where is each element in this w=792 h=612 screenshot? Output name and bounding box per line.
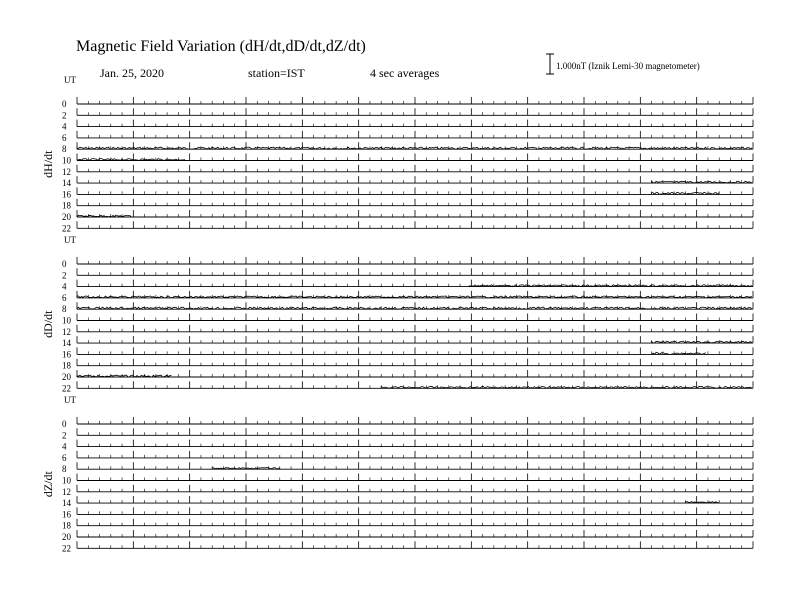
hour-label-dh-dt-20: 20	[62, 212, 71, 222]
ut-axis-label-dz-dt: UT	[64, 395, 76, 405]
panel-ylabel-dh-dt: dH/dt	[41, 150, 55, 178]
hour-label-dz-dt-6: 6	[62, 452, 67, 463]
hour-label-dd-dt-10: 10	[62, 315, 71, 326]
hour-label-dd-dt-2: 2	[62, 270, 67, 281]
ut-axis-label-dh-dt: UT	[64, 75, 76, 85]
hour-label-dz-dt-22: 22	[62, 543, 71, 554]
hour-label-dh-dt-12: 12	[62, 166, 71, 177]
hour-label-dd-dt-20: 20	[62, 372, 71, 382]
hour-label-dd-dt-22: 22	[62, 383, 71, 394]
date-label: Jan. 25, 2020	[100, 66, 164, 80]
hour-label-dd-dt-16: 16	[62, 349, 71, 360]
hour-label-dh-dt-2: 2	[62, 110, 67, 121]
hour-label-dz-dt-4: 4	[62, 441, 67, 452]
scale-bar-label: 1.000nT (Iznik Lemi-30 magnetometer)	[556, 61, 700, 71]
hour-label-dd-dt-18: 18	[62, 360, 71, 371]
hour-label-dz-dt-20: 20	[62, 532, 71, 542]
hour-label-dz-dt-12: 12	[62, 486, 71, 497]
hour-label-dh-dt-10: 10	[62, 155, 71, 166]
chart-title: Magnetic Field Variation (dH/dt,dD/dt,dZ/dt)	[76, 38, 366, 55]
hour-label-dz-dt-8: 8	[62, 464, 67, 475]
hour-label-dz-dt-0: 0	[62, 419, 67, 429]
hour-label-dh-dt-22: 22	[62, 223, 71, 234]
hour-label-dd-dt-4: 4	[62, 281, 67, 292]
hour-label-dh-dt-8: 8	[62, 144, 67, 155]
hour-label-dd-dt-0: 0	[62, 259, 67, 269]
hour-label-dh-dt-16: 16	[62, 189, 71, 200]
panel-ylabel-dd-dt: dD/dt	[41, 310, 55, 338]
hour-label-dd-dt-8: 8	[62, 304, 67, 315]
hour-label-dz-dt-14: 14	[62, 498, 71, 509]
hour-label-dz-dt-18: 18	[62, 520, 71, 531]
hour-label-dd-dt-14: 14	[62, 338, 71, 349]
hour-label-dz-dt-16: 16	[62, 509, 71, 520]
hour-label-dd-dt-12: 12	[62, 326, 71, 337]
panel-ylabel-dz-dt: dZ/dt	[41, 471, 55, 498]
hour-label-dh-dt-14: 14	[62, 178, 71, 189]
station-label: station=IST	[248, 66, 305, 80]
averaging-label: 4 sec averages	[370, 66, 440, 80]
hour-label-dh-dt-18: 18	[62, 200, 71, 211]
hour-label-dz-dt-10: 10	[62, 475, 71, 486]
hour-label-dh-dt-0: 0	[62, 99, 67, 109]
hour-label-dh-dt-4: 4	[62, 121, 67, 132]
hour-label-dd-dt-6: 6	[62, 292, 67, 303]
hour-label-dh-dt-6: 6	[62, 132, 67, 143]
hour-label-dz-dt-2: 2	[62, 430, 67, 441]
ut-axis-label-dd-dt: UT	[64, 235, 76, 245]
